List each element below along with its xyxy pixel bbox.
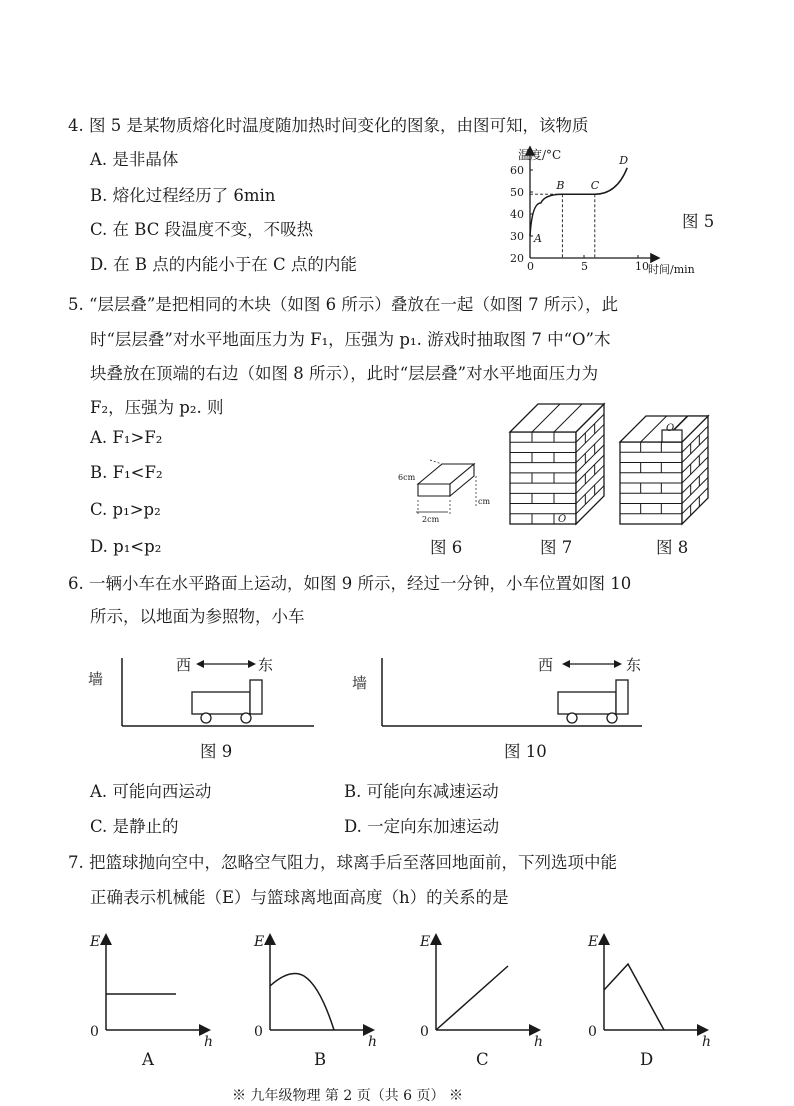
q6-option-c: C. 是静止的: [90, 817, 179, 836]
q6-option-a: A. 可能向西运动: [90, 782, 212, 801]
figure-6-block: [396, 456, 496, 526]
figure-5-chart: [508, 140, 708, 280]
q5-option-d: D. p₁<p₂: [90, 537, 162, 556]
q5-option-a: A. F₁>F₂: [90, 428, 163, 447]
q7-graph-a: [84, 928, 224, 1050]
graph-a-caption: A: [142, 1050, 154, 1069]
graph-d-caption: D: [640, 1050, 654, 1069]
fig9-east-label: 东: [258, 656, 274, 674]
graph-c-h-label: h: [534, 1034, 544, 1050]
q7-graph-d: [582, 928, 722, 1050]
y-tick-label-40: 40: [510, 208, 524, 221]
fig6-length-label: 6cm: [398, 473, 416, 482]
figure-6-label: 图 6: [430, 538, 463, 557]
figure-9-label: 图 9: [200, 742, 233, 761]
x-tick-label-5: 5: [581, 260, 588, 273]
fig9-west-label: 西: [176, 656, 192, 674]
fig6-height-label: cm: [478, 497, 491, 506]
x-tick-label-0: 0: [527, 260, 534, 273]
point-label-B: B: [556, 179, 565, 193]
y-tick-label-30: 30: [510, 230, 524, 243]
tower-front-face: [510, 432, 576, 524]
fig6-width-label: 2cm: [422, 515, 440, 524]
figure-10-label: 图 10: [504, 742, 547, 761]
q5-line-2: 时“层层叠”对水平地面压力为 F₁，压强为 p₁. 游戏时抽取图 7 中“O”木: [90, 330, 611, 349]
q7-line-2: 正确表示机械能（E）与篮球离地面高度（h）的关系的是: [90, 888, 509, 907]
x-axis-label: 时间/min: [648, 263, 695, 276]
q5-option-b: B. F₁<F₂: [90, 463, 163, 482]
graph-c-origin: 0: [420, 1024, 429, 1040]
fig10-wall-label: 墙: [352, 674, 368, 692]
q4-option-a: A. 是非晶体: [90, 150, 179, 169]
graph-a-e-label: E: [90, 934, 101, 950]
graph-a-h-label: h: [204, 1034, 214, 1050]
y-tick-label-20: 20: [510, 252, 524, 265]
q7-line-1: 7. 把篮球抛向空中，忽略空气阻力，球离手后至落回地面前，下列选项中能: [68, 853, 617, 872]
figure-8-tower: [616, 398, 720, 528]
y-tick-label-60: 60: [510, 164, 524, 177]
point-label-D: D: [619, 153, 629, 167]
q5-line-4: F₂，压强为 p₂. 则: [90, 398, 224, 417]
q5-line-3: 块叠放在顶端的右边（如图 8 所示），此时“层层叠”对水平地面压力为: [90, 364, 599, 383]
figure-9-scene: [84, 650, 324, 730]
graph-a-origin: 0: [90, 1024, 99, 1040]
fig7-o-marker: O: [558, 514, 567, 525]
point-label-A: A: [534, 232, 542, 245]
fig10-east-label: 东: [626, 656, 642, 674]
figure-8-label: 图 8: [656, 538, 689, 557]
q5-line-1: 5. “层层叠”是把相同的木块（如图 6 所示）叠放在一起（如图 7 所示），此: [68, 295, 619, 314]
graph-b-h-label: h: [368, 1034, 378, 1050]
graph-d-origin: 0: [588, 1024, 597, 1040]
figure-5-label: 图 5: [682, 212, 715, 231]
graph-d-h-label: h: [702, 1034, 712, 1050]
figure-7-label: 图 7: [540, 538, 573, 557]
graph-b-caption: B: [314, 1050, 327, 1069]
q6-option-d: D. 一定向东加速运动: [344, 817, 500, 836]
graph-d-e-label: E: [588, 934, 599, 950]
y-tick-label-50: 50: [510, 186, 524, 199]
q6-option-b: B. 可能向东减速运动: [344, 782, 499, 801]
fig9-wall-label: 墙: [88, 670, 104, 688]
point-label-C: C: [590, 179, 600, 193]
q6-line-2: 所示，以地面为参照物，小车: [90, 607, 305, 626]
fig8-o-marker: O: [666, 423, 675, 434]
figure-7-tower: [506, 398, 618, 528]
series-line: [530, 168, 627, 236]
graph-c-e-label: E: [420, 934, 431, 950]
q4-option-b: B. 熔化过程经历了 6min: [90, 186, 276, 205]
q6-line-1: 6. 一辆小车在水平路面上运动，如图 9 所示，经过一分钟，小车位置如图 10: [68, 574, 632, 593]
page-footer: ※ 九年级物理 第 2 页（共 6 页） ※: [232, 1088, 463, 1104]
q4-stem: 4. 图 5 是某物质熔化时温度随加热时间变化的图象，由图可知，该物质: [68, 116, 589, 135]
y-axis-label: 温度/°C: [518, 148, 562, 162]
graph-b-origin: 0: [254, 1024, 263, 1040]
q4-option-c: C. 在 BC 段温度不变，不吸热: [90, 220, 314, 239]
figure-10-scene: [350, 650, 650, 730]
q5-option-c: C. p₁>p₂: [90, 500, 161, 519]
q4-option-d: D. 在 B 点的内能小于在 C 点的内能: [90, 255, 357, 274]
graph-c-caption: C: [476, 1050, 489, 1069]
q7-graph-c: [414, 928, 554, 1050]
q7-graph-b: [248, 928, 388, 1050]
graph-b-e-label: E: [254, 934, 265, 950]
fig10-west-label: 西: [538, 656, 554, 674]
x-tick-label-10: 10: [635, 260, 649, 273]
